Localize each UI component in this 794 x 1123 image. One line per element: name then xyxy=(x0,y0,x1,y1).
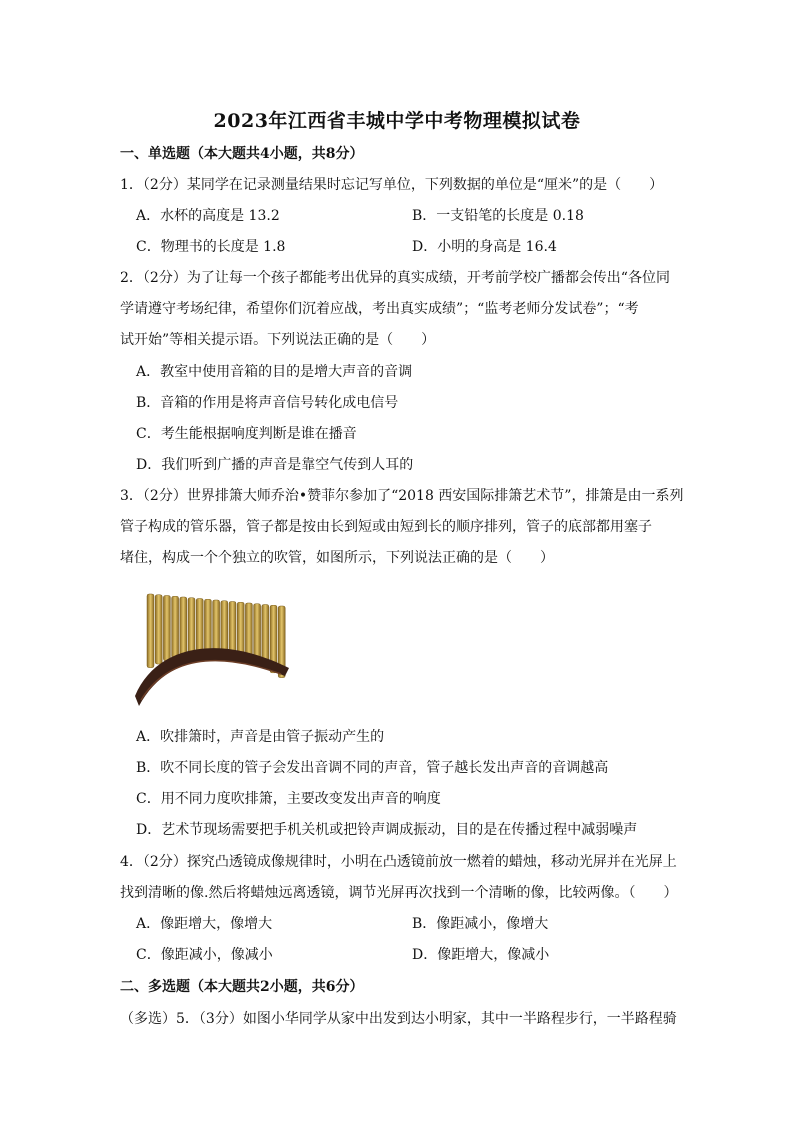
section-heading-single-choice: 一、单选题（本大题共4小题，共8分） xyxy=(120,146,364,162)
question-1-stem: 1．（2分）某同学在记录测量结果时忘记写单位，下列数据的单位是“厘米”的是（ ） xyxy=(120,177,664,193)
page-title: 2023年江西省丰城中学中考物理模拟试卷 xyxy=(213,110,581,132)
question-2-option-a: A．教室中使用音箱的目的是增大声音的音调 xyxy=(136,364,413,380)
section-heading-multiple-choice: 二、多选题（本大题共2小题，共6分） xyxy=(120,979,364,995)
panpipe-icon xyxy=(135,588,295,708)
question-2-stem-line: 2．（2分）为了让每一个孩子都能考出优异的真实成绩，开考前学校广播都会传出“各位同 xyxy=(120,270,670,286)
question-1-option-b: B．一支铅笔的长度是 0.18 xyxy=(412,208,584,224)
question-3-option-b: B．吹不同长度的管子会发出音调不同的声音，管子越长发出声音的音调越高 xyxy=(136,760,609,776)
panpipe-tube xyxy=(204,599,211,652)
panpipe-tube xyxy=(155,595,162,664)
question-3-stem-line: 管子构成的管乐器，管子都是按由长到短或由短到长的顺序排列，管子的底部都用塞子 xyxy=(120,519,652,535)
panpipe-tube xyxy=(196,599,203,654)
question-4-option-d: D．像距增大，像减小 xyxy=(412,947,550,963)
panpipe-tube xyxy=(163,596,170,661)
question-2-stem-line: 学请遵守考场纪律，希望你们沉着应战，考出真实成绩”；“监考老师分发试卷”；“考 xyxy=(120,301,639,317)
question-1-option-d: D．小明的身高是 16.4 xyxy=(412,239,557,255)
question-2-option-d: D．我们听到广播的声音是靠空气传到人耳的 xyxy=(136,457,414,473)
question-4-option-a: A．像距增大，像增大 xyxy=(136,916,273,932)
question-3-option-c: C．用不同力度吹排箫，主要改变发出声音的响度 xyxy=(136,791,441,807)
question-4-option-b: B．像距减小，像增大 xyxy=(412,916,549,932)
question-5-stem-line: （多选）5．（3分）如图小华同学从家中出发到达小明家，其中一半路程步行，一半路程骑 xyxy=(120,1011,677,1027)
panpipe-tube xyxy=(213,600,220,653)
question-2-option-c: C．考生能根据响度判断是谁在播音 xyxy=(136,426,357,442)
question-1-option-c: C．物理书的长度是 1.8 xyxy=(136,239,286,255)
panpipe-tube xyxy=(229,602,236,656)
panpipe-tube xyxy=(237,602,244,658)
question-3-stem-line: 堵住，构成一个个独立的吹管，如图所示，下列说法正确的是（ ） xyxy=(120,550,554,566)
panpipe-tube xyxy=(245,603,252,661)
question-2-option-b: B．音箱的作用是将声音信号转化成电信号 xyxy=(136,395,399,411)
panpipe-tube xyxy=(172,596,179,658)
question-3-stem-line: 3．（2分）世界排箫大师乔治•赞菲尔参加了“2018 西安国际排箫艺术节”，排箫是由一系列 xyxy=(120,488,684,504)
question-4-stem-line: 找到清晰的像.然后将蜡烛远离透镜，调节光屏再次找到一个清晰的像，比较两像。（ ） xyxy=(120,885,678,901)
question-4-option-c: C．像距减小，像减小 xyxy=(136,947,273,963)
question-1-option-a: A．水杯的高度是 13.2 xyxy=(136,208,280,224)
panpipe-tube xyxy=(221,601,228,654)
panpipe-tube xyxy=(180,597,187,656)
question-2-stem-line: 试开始”等相关提示语。下列说法正确的是（ ） xyxy=(120,332,436,348)
question-4-stem-line: 4．（2分）探究凸透镜成像规律时，小明在凸透镜前放一燃着的蜡烛，移动光屏并在光屏上 xyxy=(120,854,677,870)
question-3-option-d: D．艺术节现场需要把手机关机或把铃声调成振动，目的是在传播过程中减弱噪声 xyxy=(136,822,638,838)
panpipe-tube xyxy=(147,594,154,668)
question-3-option-a: A．吹排箫时，声音是由管子振动产生的 xyxy=(136,729,385,745)
panpipe-tube xyxy=(188,598,195,654)
panpipe-figure xyxy=(135,588,295,708)
